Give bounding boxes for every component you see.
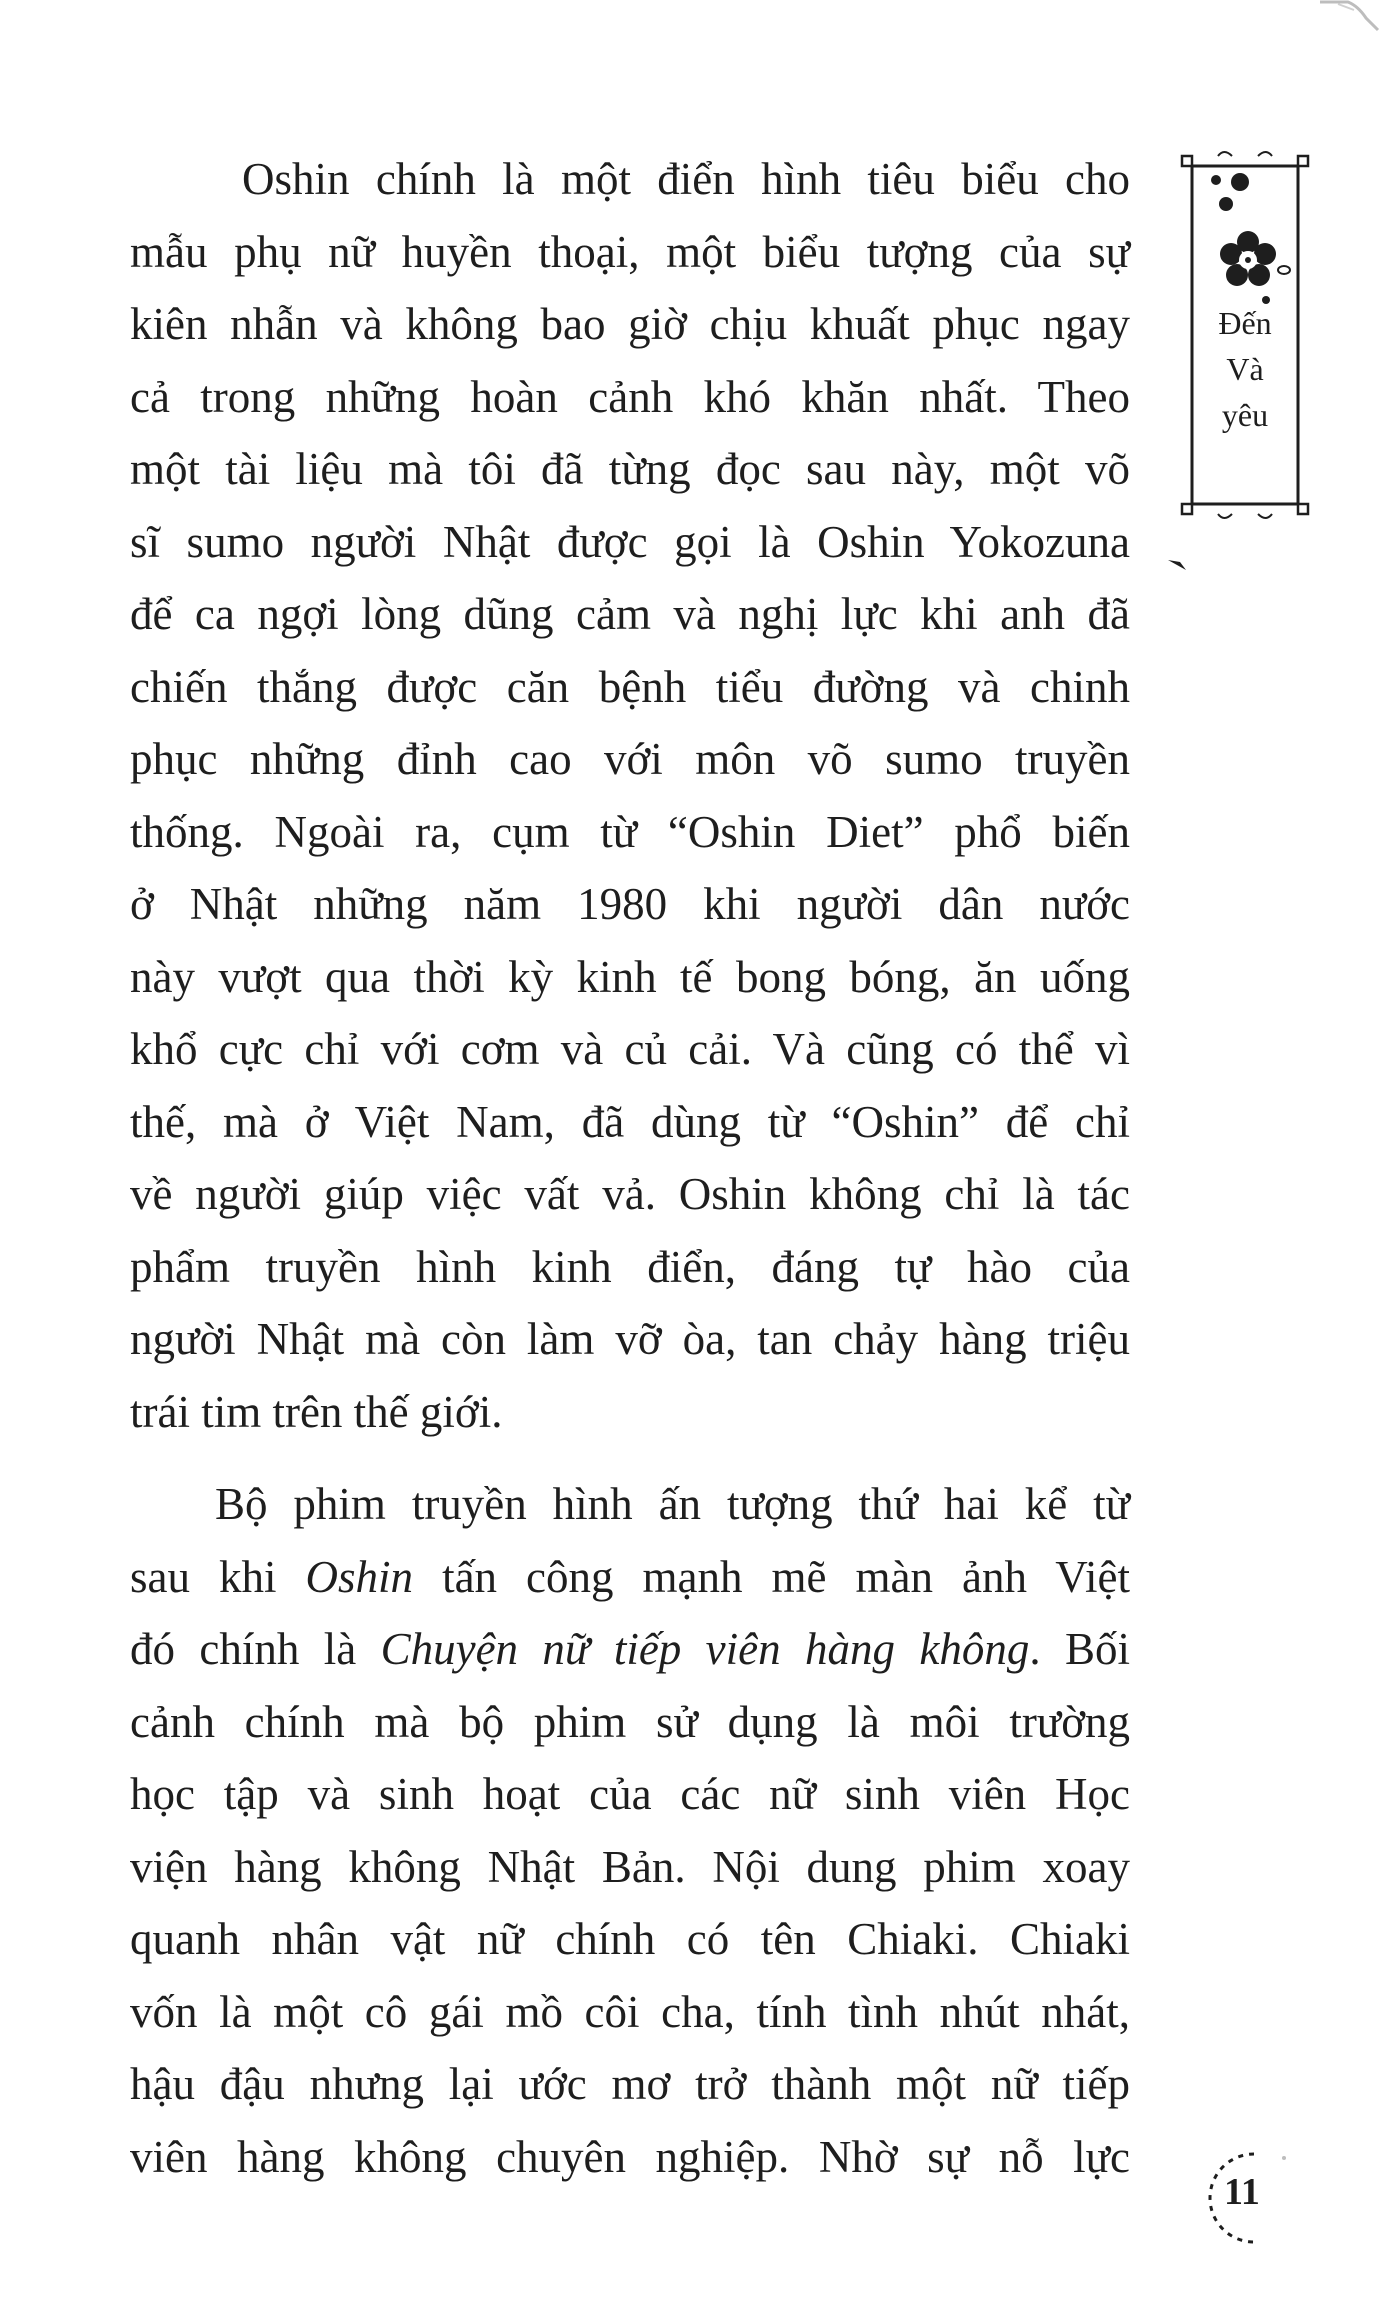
side-title-line: Đến [1218,305,1272,341]
text-line [130,1541,1130,1614]
text-fragment: đó chính là [130,1624,381,1674]
italic-title-series: Chuyện nữ tiếp viên hàng không [380,1624,1030,1674]
text-line: cảnh chính mà bộ phim sử dụng là môi trường [130,1696,1130,1747]
text-line: cả trong những hoàn cảnh khó khăn nhất. Theo [130,371,1130,422]
text-line [130,1613,1130,1686]
text-fragment: tấn công mạnh mẽ màn ảnh Việt [413,1551,1130,1602]
text-line: người Nhật mà còn làm vỡ òa, tan chảy hàng triệu [130,1314,1130,1364]
italic-title-oshin: Oshin [305,1551,414,1602]
text-line: quanh nhân vật nữ chính có tên Chiaki. Chiaki [130,1914,1130,1964]
side-title-line: yêu [1221,397,1269,433]
text-line: Oshin chính là một điển hình tiêu biểu cho [242,154,1130,204]
text-line: một tài liệu mà tôi đã từng đọc sau này, một võ [130,444,1130,494]
text-line: viện hàng không Nhật Bản. Nội dung phim xoay [130,1841,1130,1892]
text-line: viên hàng không chuyên nghiệp. Nhờ sự nỗ lực [130,2131,1130,2182]
text-line: ở Nhật những năm 1980 khi người dân nước [130,879,1130,929]
text-line: hậu đậu nhưng lại ước mơ trở thành một nữ tiếp [130,2059,1130,2109]
text-line: Bộ phim truyền hình ấn tượng thứ hai kể từ [215,1479,1130,1529]
text-fragment: . Bối [1029,1624,1130,1674]
text-line: sĩ sumo người Nhật được gọi là Oshin Yokozuna [130,516,1130,567]
text-line: học tập và sinh hoạt của các nữ sinh viên Học [130,1769,1130,1819]
text-line: chiến thắng được căn bệnh tiểu đường và chinh [130,661,1130,712]
side-chapter-title [1190,300,1300,438]
paragraph-2 [130,1468,1130,2193]
text-line: phẩm truyền hình kinh điển, đáng tự hào của [130,1241,1130,1292]
text-line: để ca ngợi lòng dũng cảm và nghị lực khi anh đã [130,589,1130,639]
text-line: mẫu phụ nữ huyền thoại, một biểu tượng của sự [130,226,1130,277]
leaf-mark-icon [1166,556,1190,574]
text-line: phục những đỉnh cao với môn võ sumo truyền [130,734,1130,784]
corner-mark-icon [1318,0,1384,40]
text-fragment: sau khi [130,1551,306,1602]
side-title-line: Và [1226,351,1264,387]
text-line: thế, mà ở Việt Nam, đã dùng từ “Oshin” để chỉ [130,1096,1130,1147]
text-line: thống. Ngoài ra, cụm từ “Oshin Diet” phổ biến [130,806,1130,857]
page-number: 11 [1224,2171,1260,2213]
text-line: về người giúp việc vất vả. Oshin không chỉ là tác [130,1169,1130,1219]
cherry-blossom-icon [1196,160,1296,310]
text-line: khổ cực chỉ với cơm và củ cải. Và cũng có thể vì [130,1024,1130,1074]
text-line: trái tim trên thế giới. [130,1386,503,1437]
text-line: vốn là một cô gái mồ côi cha, tính tình nhút nhát, [130,1986,1130,2037]
text-line: kiên nhẫn và không bao giờ chịu khuất phục ngay [130,299,1130,349]
text-line: này vượt qua thời kỳ kinh tế bong bóng, ăn uống [130,951,1130,1002]
paragraph-1 [130,143,1130,1448]
